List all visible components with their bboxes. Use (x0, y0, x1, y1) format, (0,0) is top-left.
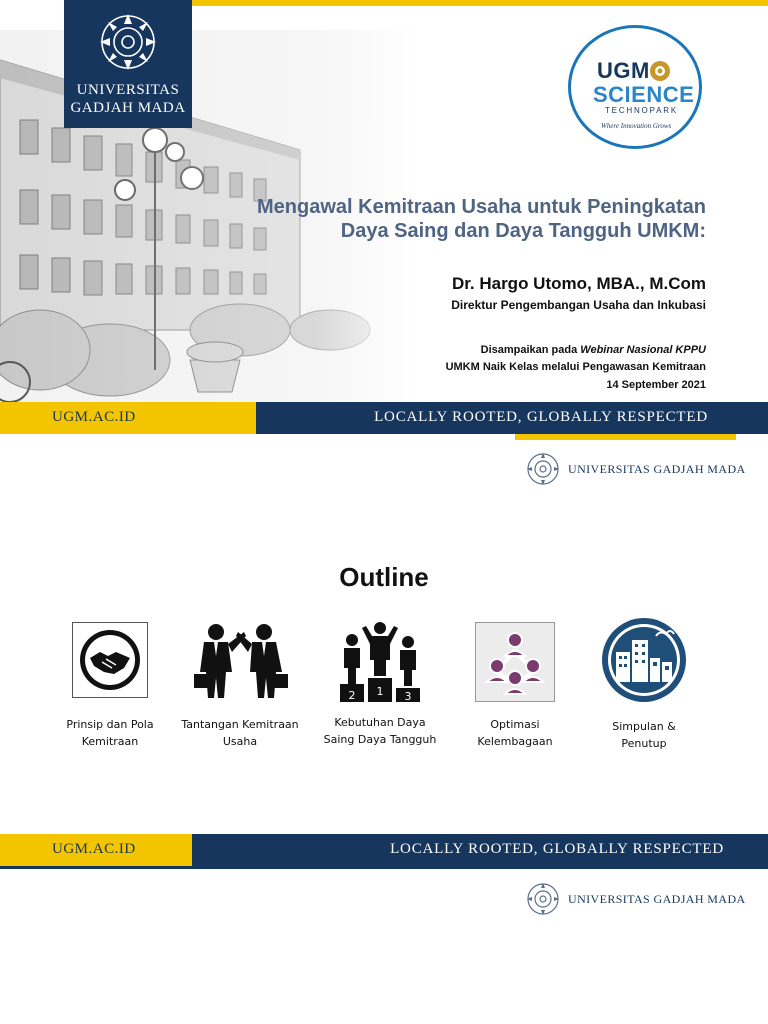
outline-title: Outline (339, 562, 429, 592)
podium-third-label: 3 (404, 690, 412, 702)
ugm-logo-badge (64, 0, 192, 128)
ugm-seal-icon (98, 12, 158, 72)
podium-first-label: 1 (376, 685, 384, 698)
city-icon (600, 616, 688, 704)
ugm-brand-header (526, 452, 756, 486)
outline-item-label: Simpulan & Penutup (612, 720, 676, 750)
outline-item-2 (170, 622, 310, 762)
outline-item-1 (40, 622, 180, 762)
stp-seal-icon (649, 60, 671, 82)
outline-item-label: Prinsip dan Pola Kemitraan (66, 718, 154, 748)
org-network-icon (475, 622, 555, 702)
outline-item-label: Tantangan Kemitraan Usaha (181, 718, 299, 748)
title-line-1: Mengawal Kemitraan Usaha untuk Peningkatan (257, 196, 706, 218)
science-technopark-logo (568, 25, 702, 149)
stp-tagline: Where Innovation Grows (601, 122, 672, 130)
title-slide (0, 0, 768, 444)
outline-item-3 (310, 622, 450, 762)
event-date: 14 September 2021 (606, 379, 706, 391)
stp-science-text: SCIENCE (593, 82, 695, 107)
delivered-event: Webinar Nasional KPPU (580, 344, 706, 356)
presentation-title (146, 195, 706, 243)
top-yellow-stripe (192, 0, 768, 6)
handshake-icon (72, 622, 148, 698)
podium-second-label: 2 (348, 689, 356, 702)
outline-slide (0, 444, 768, 874)
ugm-brand-name: UNIVERSITAS GADJAH MADA (568, 892, 746, 906)
ugm-badge-line1: UNIVERSITAS (76, 82, 180, 98)
podium-icon (336, 622, 424, 702)
outline-item-label: Kebutuhan Daya Saing Daya Tangguh (323, 716, 437, 746)
ugm-badge-line2: GADJAH MADA (70, 100, 186, 116)
event-theme: UMKM Naik Kelas melalui Pengawasan Kemitraan (445, 361, 706, 373)
footer-url: UGM.AC.ID (52, 841, 136, 857)
outline-item-4 (445, 622, 585, 762)
outline-item-5 (574, 616, 714, 762)
delivered-at (286, 344, 706, 356)
footer-motto: LOCALLY ROOTED, GLOBALLY RESPECTED (374, 409, 708, 425)
businessmen-icon (192, 622, 290, 698)
slide1-footer (0, 402, 768, 440)
footer-motto: LOCALLY ROOTED, GLOBALLY RESPECTED (390, 841, 724, 857)
ugm-brand-name: UNIVERSITAS GADJAH MADA (568, 462, 746, 476)
title-line-2: Daya Saing dan Daya Tangguh UMKM: (340, 220, 706, 242)
stp-technopark-text: TECHNOPARK (605, 106, 678, 115)
ugm-seal-icon (526, 452, 560, 486)
footer-url: UGM.AC.ID (52, 409, 136, 425)
next-slide (0, 874, 768, 1024)
ugm-brand-header (526, 882, 756, 916)
presenter-name: Dr. Hargo Utomo, MBA., M.Com (451, 274, 706, 293)
stp-ugm-text: UGM (597, 58, 650, 83)
delivered-prefix: Disampaikan pada (480, 344, 578, 356)
presenter-role: Direktur Pengembangan Usaha dan Inkubasi (451, 298, 706, 312)
slide2-footer (0, 834, 768, 872)
ugm-seal-icon (526, 882, 560, 916)
outline-item-label: Optimasi Kelembagaan (477, 718, 553, 748)
